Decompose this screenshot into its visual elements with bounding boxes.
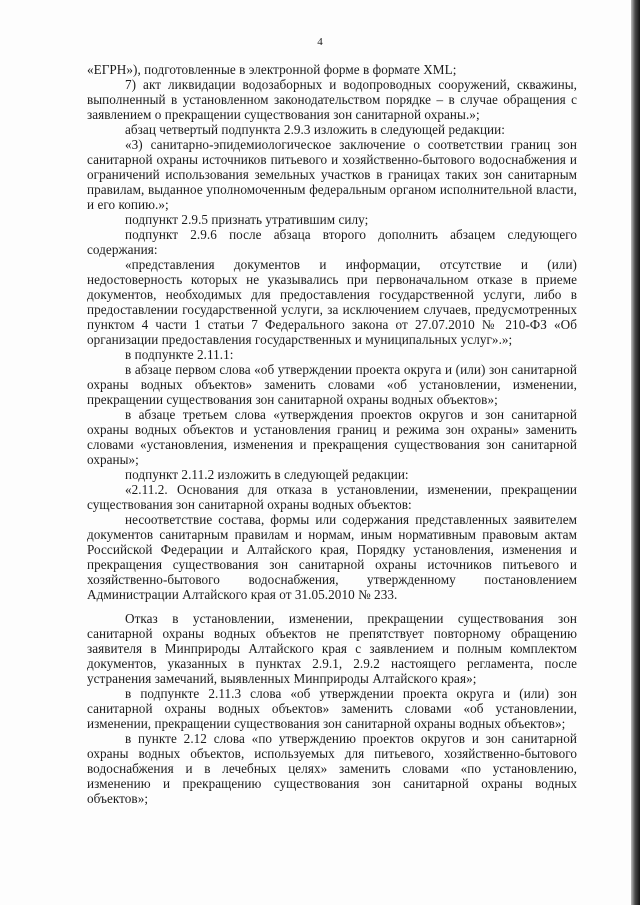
- paragraph: в подпункте 2.11.1:: [125, 347, 234, 362]
- paragraph: «2.11.2. Основания для отказа в установлении, изменении, прекращении существования зон санитарной охраны водных объектов:: [87, 482, 577, 512]
- paragraph: «3) санитарно-эпидемиологическое заключение о соответствии границ зон санитарной охраны источников питьевого и хозяйственно-бытового водоснабжения и ограничений использования земельных участков в границах таких зон санитарным правилам, выданное уполномоченным федеральным органом исполнительной власти, и его копию.»;: [87, 137, 577, 212]
- paragraph: подпункт 2.11.2 изложить в следующей редакции:: [125, 467, 409, 482]
- paragraph: «представления документов и информации, отсутствие и (или) недостоверность которых не указывались при первоначальном отказе в приеме документов, необходимых для предоставления государственной услуги, либо в предоставлении государственной услуги, за исключением случаев, предусмотренных пунктом 4 части 1 статьи 7 Федерального закона от 27.07.2010 № 210-ФЗ «Об организации предоставления государственных и муниципальных услуг».»;: [87, 257, 577, 347]
- paragraph: в абзаце первом слова «об утверждении проекта округа и (или) зон санитарной охраны водных объектов» заменить словами «об установлении, изменении, прекращении существования зон санитарной охраны водных объектов»;: [87, 362, 577, 407]
- paragraph: 7) акт ликвидации водозаборных и водопроводных сооружений, скважины, выполненный в установленном законодательством порядке – в случае обращения с заявлением о прекращении существования зон санитарной охраны.»;: [87, 77, 577, 122]
- paragraph: в абзаце третьем слова «утверждения проектов округов и зон санитарной охраны водных объектов и установления границ и режима зон охраны» заменить словами «установления, изменения и прекращения существования зон санитарной охраны»;: [87, 407, 577, 467]
- paragraph: абзац четвертый подпункта 2.9.3 изложить в следующей редакции:: [125, 122, 505, 137]
- paragraph: в пункте 2.12 слова «по утверждению проектов округов и зон санитарной охраны водных объектов, используемых для питьевого, хозяйственно-бытового водоснабжения и в лечебных целях» заменить словами «по установлению, изменению и прекращению существования зон санитарной охраны водных объектов»;: [87, 731, 577, 806]
- page-number: 4: [317, 36, 323, 48]
- paragraph: «ЕГРН»), подготовленные в электронной форме в формате XML;: [87, 62, 457, 77]
- paragraph: Отказ в установлении, изменении, прекращении существования зон санитарной охраны водных объектов не препятствует повторному обращению заявителя в Минприроды Алтайского края с заявлением и полным комплектом документов, указанных в пунктах 2.9.1, 2.9.2 настоящего регламента, после устранения замечаний, выявленных Минприроды Алтайского края»;: [87, 611, 577, 686]
- document-body: [87, 62, 577, 806]
- paragraph: подпункт 2.9.5 признать утратившим силу;: [125, 212, 369, 227]
- scan-edge-shadow: [631, 0, 640, 905]
- paragraph: несоответствие состава, формы или содержания представленных заявителем документов санитарным правилам и нормам, иным нормативным правовым актам Российской Федерации и Алтайского края, Порядку установления, изменения и прекращения существования зон санитарной охраны источников питьевого и хозяйственно-бытового водоснабжения, утвержденному постановлением Администрации Алтайского края от 31.05.2010 № 233.: [87, 512, 577, 602]
- paragraph: в подпункте 2.11.3 слова «об утверждении проекта округа и (или) зон санитарной охраны водных объектов» заменить словами «об установлении, изменении, прекращении существования зон санитарной охраны водных объектов»;: [87, 686, 577, 731]
- paragraph: подпункт 2.9.6 после абзаца второго дополнить абзацем следующего содержания:: [87, 227, 577, 257]
